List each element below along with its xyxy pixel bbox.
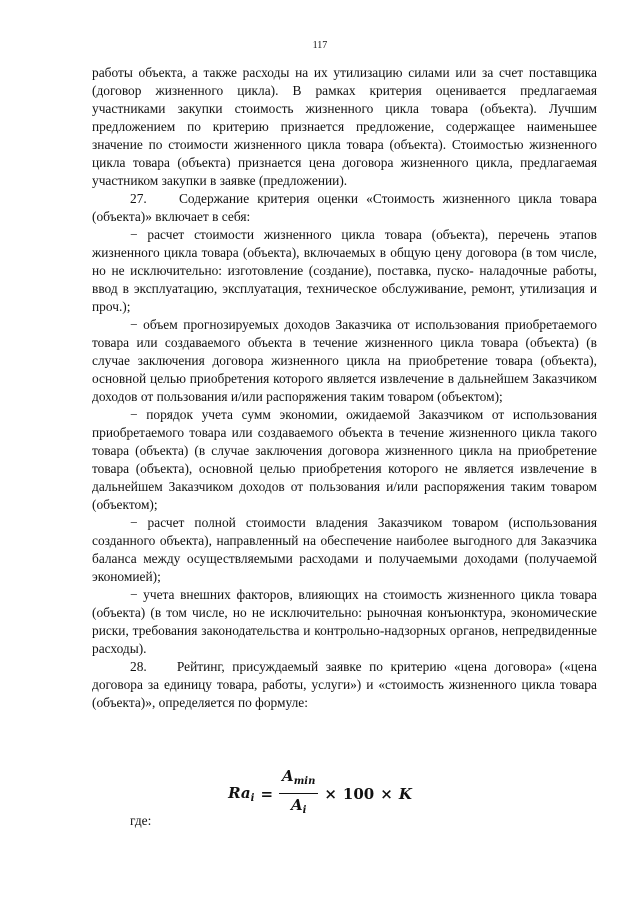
list-item-savings: − порядок учета сумм экономии, ожидаемой Заказчиком от использования приобретаемого товара или создаваемого объекта в течение жизненного цикла такого товара (объекта) (в случае заключения договора жизненного цикла на приобретение товара (объекта), основной целью приобретения которого не является извлечение в дальнейшем Заказчиком доходов от пользования и/или распоряжения таким товаром (объектом); (92, 407, 597, 512)
list-item-projected-income: − объем прогнозируемых доходов Заказчика от использования приобретаемого товара или создаваемого объекта в течение жизненного цикла товара (объекта) (в случае заключения договора жизненного цикла на приобретение товара (объекта), основной целью приобретения которого является извлечение в дальнейшем Заказчиком доходов от пользования и/или распоряжения таким товаром (объектом); (92, 317, 597, 404)
formula-denominator: $A_i$ (290, 796, 307, 816)
formula-lhs: $Ra_i$ (228, 783, 255, 804)
formula-constant: 100 (342, 784, 375, 803)
body-text (92, 64, 597, 712)
formula-equals: = (260, 784, 274, 803)
paragraph-28: 28. Рейтинг, присуждаемый заявке по критерию «цена договора» («цена договора за единицу товара, работы, услуги») и «стоимость жизненного цикла товара (объекта)», определяется по формуле: (92, 659, 597, 710)
list-item-ownership-cost: − расчет полной стоимости владения Заказчиком товаром (использования созданного объекта), направленный на обеспечение наиболее выгодного для Заказчика баланса между осуществляемыми расходами и получаемыми доходами (получаемой экономией); (92, 515, 597, 584)
list-item-external-factors: − учета внешних факторов, влияющих на стоимость жизненного цикла товара (объекта) (в том числе, но не исключительно: рыночная конъюнктура, экономические риски, требования законодательства и контрольно-надзорных органов, непредвиденные расходы). (92, 587, 597, 656)
formula-times-2: × (380, 784, 393, 803)
paragraph-27: 27. Содержание критерия оценки «Стоимость жизненного цикла товара (объекта)» включает в себя: (92, 191, 597, 224)
page-number: 117 (312, 40, 328, 51)
list-item-lifecycle-cost: − расчет стоимости жизненного цикла товара (объекта), перечень этапов жизненного цикла товара (объекта), включаемых в общую цену договора (в том числе, но не исключительно: изготовление (создание), поставка, пуско- наладочные работы, ввод в эксплуатацию, эксплуатация, техническое обслуживание, ремонт, утилизация и проч.); (92, 227, 597, 314)
paragraph-continuation: работы объекта, а также расходы на их утилизацию силами или за счет поставщика (договор жизненного цикла). В рамках критерия оценивается предлагаемая участниками закупки стоимость жизненного цикла товара (объекта). Лучшим предложением по критерию признается предложение, содержащее наименьшее значение по стоимости жизненного цикла товара (объекта). Стоимостью жизненного цикла товара (объекта) признается цена договора жизненного цикла, предлагаемая участником закупки в заявке (предложении). (92, 65, 597, 188)
where-label: где: (130, 813, 152, 828)
formula-fraction (279, 767, 318, 820)
formula-times-1: × (324, 784, 337, 803)
formula-factor: K (398, 784, 412, 803)
formula-numerator: $A_{min}$ (279, 767, 318, 794)
rating-formula (0, 767, 640, 820)
